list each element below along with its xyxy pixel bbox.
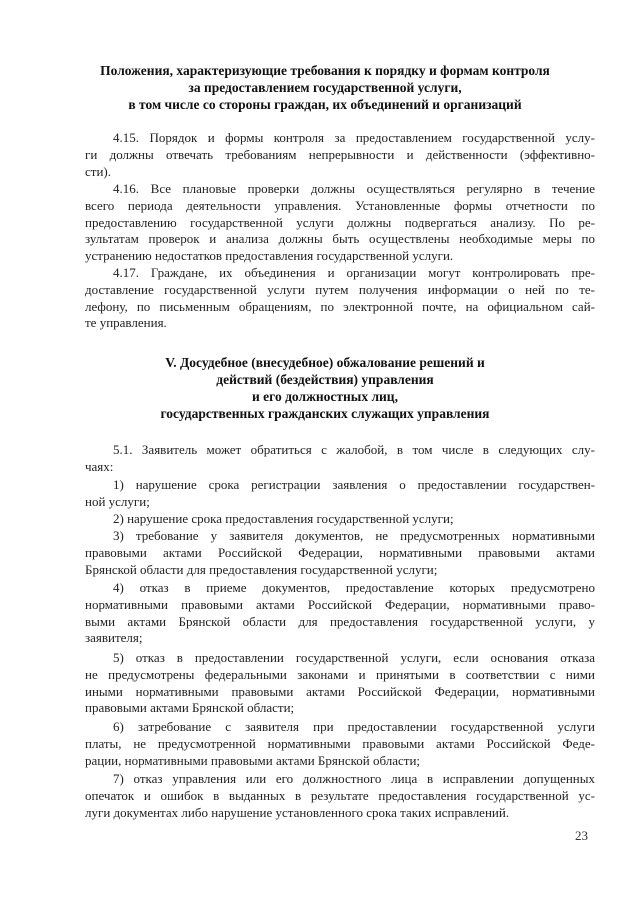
text-line: 7) отказ управления или его должностного лица в исправлении допущенных: [113, 771, 595, 786]
text-line: правовыми актами Брянской области;: [85, 700, 295, 716]
paragraph-5-1: [85, 442, 595, 476]
text-line: правовыми актами Российской Федерации, нормативными правовыми актами: [85, 544, 595, 560]
text-line: зультатам проверок и анализа должны быть осуществлены необходимые меры по: [85, 231, 595, 247]
text-line: платы, не предусмотренной нормативными правовыми актами Российской Феде-: [85, 735, 595, 751]
section-5-title-line: действий (бездействия) управления: [216, 372, 434, 387]
list-item-2: [85, 511, 595, 528]
text-line: всего периода деятельности управления. Установленные формы отчетности по: [85, 197, 595, 213]
text-line: 6) затребование с заявителя при предоставлении государственной услуги: [113, 719, 595, 734]
text-line: заявителя;: [85, 630, 143, 646]
section-5-title-line: и его должностных лиц,: [252, 389, 398, 404]
text-line: устранению недостатков предоставления государственной услуги.: [85, 248, 454, 264]
section-5-title-line: государственных гражданских служащих управления: [160, 406, 490, 421]
text-line: 5) отказ в предоставлении государственной услуги, если основания отказа: [113, 650, 595, 665]
text-line: 5.1. Заявитель может обратиться с жалобой, в том числе в следующих слу-: [113, 442, 595, 457]
text-line: ной услуги;: [85, 493, 150, 509]
text-line: 3) требование у заявителя документов, не предусмотренных нормативными: [113, 528, 595, 543]
text-line: 4.15. Порядок и формы контроля за предоставлением государственной услу-: [113, 130, 595, 145]
section-4-title-line: Положения, характеризующие требования к порядку и формам контроля: [100, 63, 550, 78]
text-line: предоставлению государственной услуги должны подвергаться анализу. По ре-: [85, 214, 595, 230]
text-line: лефону, по письменным обращениям, по электронной почте, на официальном сай-: [85, 298, 595, 314]
text-line: 4.17. Граждане, их объединения и организации могут контролировать пре-: [113, 265, 595, 280]
text-line: 1) нарушение срока регистрации заявления о предоставлении государствен-: [113, 477, 595, 492]
section-4-title-line: в том числе со стороны граждан, их объединений и организаций: [128, 97, 522, 112]
section-4-title: [60, 62, 590, 113]
list-item-1: [85, 477, 595, 511]
text-line: чаях:: [85, 458, 114, 474]
text-line: выми актами Брянской области для предоставления государственной услуги, у: [85, 613, 595, 629]
text-line: Брянской области для предоставления государственной услуги;: [85, 561, 438, 577]
text-line: опечаток и ошибок в выданных в результате предоставления государственной ус-: [85, 787, 595, 803]
list-item-5: [85, 650, 595, 717]
section-4-title-line: за предоставлением государственной услуги,: [188, 80, 462, 95]
paragraph-4-17: [85, 265, 595, 332]
list-item-7: [85, 771, 595, 821]
paragraph-4-15: [85, 130, 595, 180]
text-line: 4) отказ в приеме документов, предоставление которых предусмотрено: [113, 580, 595, 595]
list-item-3: [85, 528, 595, 578]
list-item-4: [85, 580, 595, 647]
text-line: те управления.: [85, 315, 167, 331]
paragraph-4-16: [85, 181, 595, 265]
text-line: не предусмотрены федеральными законами и принятыми в соответствии с ними: [85, 666, 595, 682]
text-line: луги документах либо нарушение установленного срока таких исправлений.: [85, 804, 510, 820]
page-number: 23: [575, 828, 588, 843]
text-line: рации, нормативными правовыми актами Брянской области;: [85, 752, 421, 768]
text-line: 4.16. Все плановые проверки должны осуществляться регулярно в течение: [113, 181, 595, 196]
text-line: ги должны отвечать требованиям непрерывности и действенности (эффективно-: [85, 146, 595, 162]
section-5-title: [60, 354, 590, 422]
text-line: сти).: [85, 163, 111, 179]
text-line: нормативными правовыми актами Российской Федерации, нормативными право-: [85, 596, 595, 612]
text-line: 2) нарушение срока предоставления государственной услуги;: [113, 511, 454, 526]
text-line: иными нормативными правовыми актами Российской Федерации, нормативными: [85, 683, 595, 699]
list-item-6: [85, 719, 595, 769]
text-line: доставление государственной услуги путем получения информации о ней по те-: [85, 281, 595, 297]
section-5-title-line: V. Досудебное (внесудебное) обжалование решений и: [165, 355, 485, 370]
